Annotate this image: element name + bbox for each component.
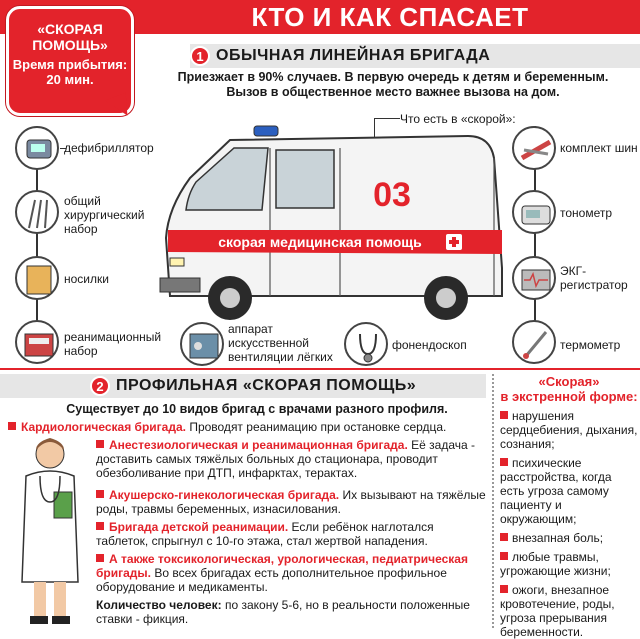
section1-intro <box>158 70 628 100</box>
section2-number: 2 <box>90 376 110 396</box>
bullet-square <box>500 552 508 560</box>
ventilator-icon <box>180 322 224 366</box>
section2-intro: Существует до 10 видов бригад с врачами разного профиля. <box>66 402 448 416</box>
bullet-square <box>500 533 508 541</box>
emergency-title-2: в экстренной форме: <box>500 389 638 404</box>
people-count-text: по закону 5-6, но в реальности положенные ставки - фикция. <box>96 598 470 626</box>
brigade-3 <box>96 488 486 516</box>
doctor-illustration <box>8 432 92 628</box>
emergency-item-4 <box>500 550 638 578</box>
equipment-left-1-label: дефибриллятор <box>64 141 154 155</box>
emergency-item-4-text: любые травмы, угрожающие жизни; <box>500 550 611 578</box>
section2-heading <box>0 374 486 398</box>
section1-heading <box>190 44 640 68</box>
brigade-2-text: Её задача - доставить самых тяжёлых больных до стационара, проводит обезболивание при ДТП, инфарктах, терактах. <box>96 438 475 480</box>
section-divider <box>0 368 640 370</box>
emergency-item-2-text: психические расстройства, когда есть угроза самому пациенту и окружающим; <box>500 456 612 526</box>
equipment-right-1-label: комплект шин <box>560 141 638 155</box>
emergency-item-3 <box>500 531 638 545</box>
van-number: 03 <box>373 176 411 214</box>
brigade-5-name: А также токсикологическая, урологическая, педиатрическая бригады. <box>96 552 468 580</box>
stretcher-icon <box>15 256 59 300</box>
equipment-right-3-label: ЭКГ-регистратор <box>560 264 628 292</box>
emergency-item-2 <box>500 456 638 526</box>
bullet-square <box>500 458 508 466</box>
emergency-title-1: «Скорая» <box>538 374 600 389</box>
equipment-right-2-label: тонометр <box>560 206 613 220</box>
equipment-left-2-label: общий хирургический набор <box>64 194 145 236</box>
inside-label: Что есть в «скорой»: <box>400 112 516 126</box>
brigade-4 <box>96 520 486 548</box>
equipment-right-4-label: термометр <box>560 338 621 352</box>
bullet-square <box>96 490 104 498</box>
bullet-square <box>8 422 16 430</box>
page-title: КТО И КАК СПАСАЕТ <box>251 2 529 32</box>
emergency-column <box>492 374 638 639</box>
emergency-item-1 <box>500 409 638 451</box>
thermometer-icon <box>512 320 556 364</box>
emergency-item-5-text: ожоги, внезапное кровотечение, роды, угроза прерывания беременности. <box>500 583 615 639</box>
badge-arrival-time: Время прибытия: 20 мин. <box>12 57 128 87</box>
ecg-recorder-icon <box>512 256 556 300</box>
emergency-item-5 <box>500 583 638 639</box>
brigade-5 <box>96 552 486 594</box>
equipment-bottom-2-label: фонендоскоп <box>392 338 467 352</box>
brigade-3-text: Их вызывают на тяжёлые роды, травмы беременных, изнасилования. <box>96 488 486 516</box>
bullet-square <box>96 554 104 562</box>
section1-title: ОБЫЧНАЯ ЛИНЕЙНАЯ БРИГАДА <box>216 47 491 64</box>
intro-line-1: Приезжает в 90% случаев. В первую очередь к детям и беременным. <box>177 70 609 84</box>
intro-line-2: Вызов в общественное место важнее вызова на дом. <box>226 85 560 99</box>
section2-title: ПРОФИЛЬНАЯ «СКОРАЯ ПОМОЩЬ» <box>116 377 417 394</box>
people-count <box>96 598 486 626</box>
brigade-1-text: Проводят реанимацию при остановке сердца. <box>189 420 447 434</box>
brigade-3-name: Акушерско-гинекологическая бригада. <box>109 488 340 502</box>
splint-kit-icon <box>512 126 556 170</box>
brigade-4-text: Если ребёнок наглотался таблеток, спрыгнул с 10-го этажа, стал жертвой нападения. <box>96 520 434 548</box>
badge-title: «СКОРАЯ ПОМОЩЬ» <box>32 21 108 53</box>
bullet-square <box>96 522 104 530</box>
resuscitation-kit-icon <box>15 320 59 364</box>
stethoscope-icon <box>344 322 388 366</box>
brigade-1-name: Кардиологическая бригада. <box>21 420 186 434</box>
surgical-kit-icon <box>15 190 59 234</box>
tonometer-icon <box>512 190 556 234</box>
bullet-square <box>96 440 104 448</box>
brigade-4-name: Бригада детской реанимации. <box>109 520 289 534</box>
equipment-left-4-label: реанимационный набор <box>64 330 162 358</box>
section1-number: 1 <box>190 46 210 66</box>
van-stripe-text: скорая медицинская помощь <box>218 234 422 250</box>
brigade-2-name: Анестезиологическая и реанимационная бригада. <box>109 438 408 452</box>
people-count-label: Количество человек: <box>96 598 222 612</box>
brigade-2 <box>96 438 486 480</box>
bullet-square <box>500 585 508 593</box>
equipment-bottom-1-label: аппарат искусственной вентиляции лёгких <box>228 322 333 364</box>
equipment-left-3-label: носилки <box>64 272 109 286</box>
emergency-item-1-text: нарушения сердцебиения, дыхания, сознания; <box>500 409 638 451</box>
ambulance-illustration <box>150 118 510 338</box>
bullet-square <box>500 411 508 419</box>
brigade-5-text: Во всех бригадах есть дополнительное профильное оборудование и медикаменты. <box>96 566 447 594</box>
emergency-item-3-text: внезапная боль; <box>512 531 604 545</box>
defibrillator-icon <box>15 126 59 170</box>
